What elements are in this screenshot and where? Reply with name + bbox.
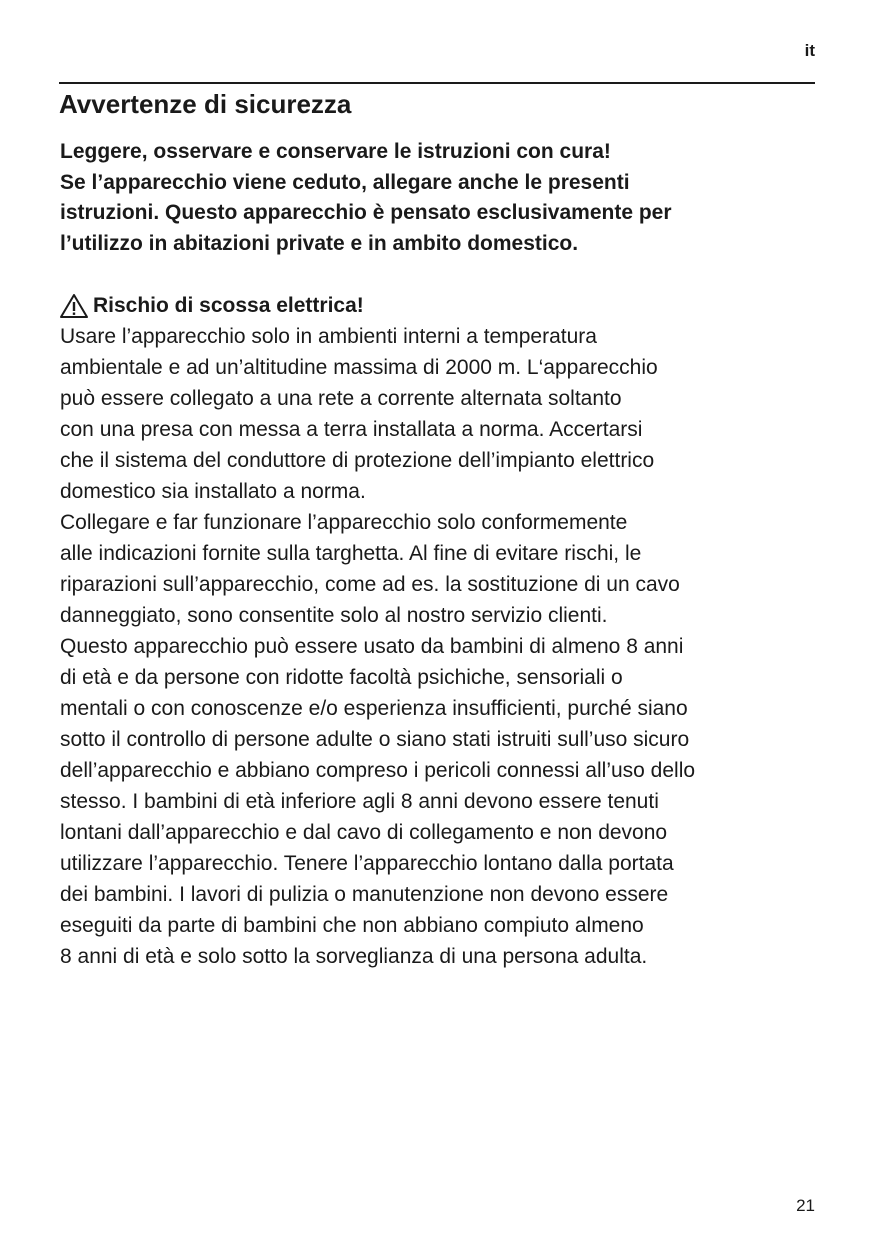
body-line: mentali o con conoscenze e/o esperienza insufficienti, purché siano [60, 697, 688, 720]
intro-paragraph [60, 137, 820, 259]
intro-line: Se l’apparecchio viene ceduto, allegare anche le presenti [60, 170, 630, 194]
language-code: it [804, 41, 815, 60]
intro-line: Leggere, osservare e conservare le istruzioni con cura! [60, 140, 611, 163]
body-line: riparazioni sull’apparecchio, come ad es. la sostituzione di un cavo [60, 573, 680, 596]
page-number: 21 [796, 1196, 815, 1215]
header-divider [59, 82, 815, 84]
section-title: Avvertenze di sicurezza [59, 89, 352, 119]
warning-triangle-icon [59, 293, 89, 319]
body-line: Collegare e far funzionare l’apparecchio solo conformemente [60, 511, 628, 534]
warning-body [60, 321, 840, 972]
body-line: ambientale e ad un’altitudine massima di 2000 m. L‘apparecchio [60, 356, 658, 379]
body-line: sotto il controllo di persone adulte o siano stati istruiti sull’uso sicuro [60, 728, 690, 751]
intro-line: istruzioni. Questo apparecchio è pensato esclusivamente per [60, 201, 672, 224]
intro-line: l’utilizzo in abitazioni private e in ambito domestico. [60, 231, 579, 255]
warning-heading [59, 291, 364, 321]
body-line: lontani dall’apparecchio e dal cavo di collegamento e non devono [60, 821, 668, 844]
body-line: dei bambini. I lavori di pulizia o manutenzione non devono essere [60, 883, 669, 906]
body-line: alle indicazioni fornite sulla targhetta. Al fine di evitare rischi, le [60, 542, 642, 565]
body-line: Usare l’apparecchio solo in ambienti interni a temperatura [60, 325, 597, 348]
body-line: dell’apparecchio e abbiano compreso i pericoli connessi all’uso dello [60, 759, 696, 782]
body-line: 8 anni di età e solo sotto la sorveglianza di una persona adulta. [60, 945, 648, 968]
body-line: Questo apparecchio può essere usato da bambini di almeno 8 anni [60, 635, 684, 658]
body-line: utilizzare l’apparecchio. Tenere l’apparecchio lontano dalla portata [60, 852, 674, 875]
body-line: con una presa con messa a terra installata a norma. Accertarsi [60, 418, 643, 441]
body-line: eseguiti da parte di bambini che non abbiano compiuto almeno [60, 914, 644, 937]
body-line: danneggiato, sono consentite solo al nostro servizio clienti. [60, 604, 608, 627]
body-line: di età e da persone con ridotte facoltà psichiche, sensoriali o [60, 666, 623, 689]
body-line: che il sistema del conduttore di protezione dell’impianto elettrico [60, 449, 655, 472]
warning-heading-text: Rischio di scossa elettrica! [93, 294, 364, 317]
body-line: domestico sia installato a norma. [60, 480, 366, 503]
body-line: può essere collegato a una rete a corrente alternata soltanto [60, 387, 622, 410]
body-line: stesso. I bambini di età inferiore agli 8 anni devono essere tenuti [60, 790, 659, 813]
